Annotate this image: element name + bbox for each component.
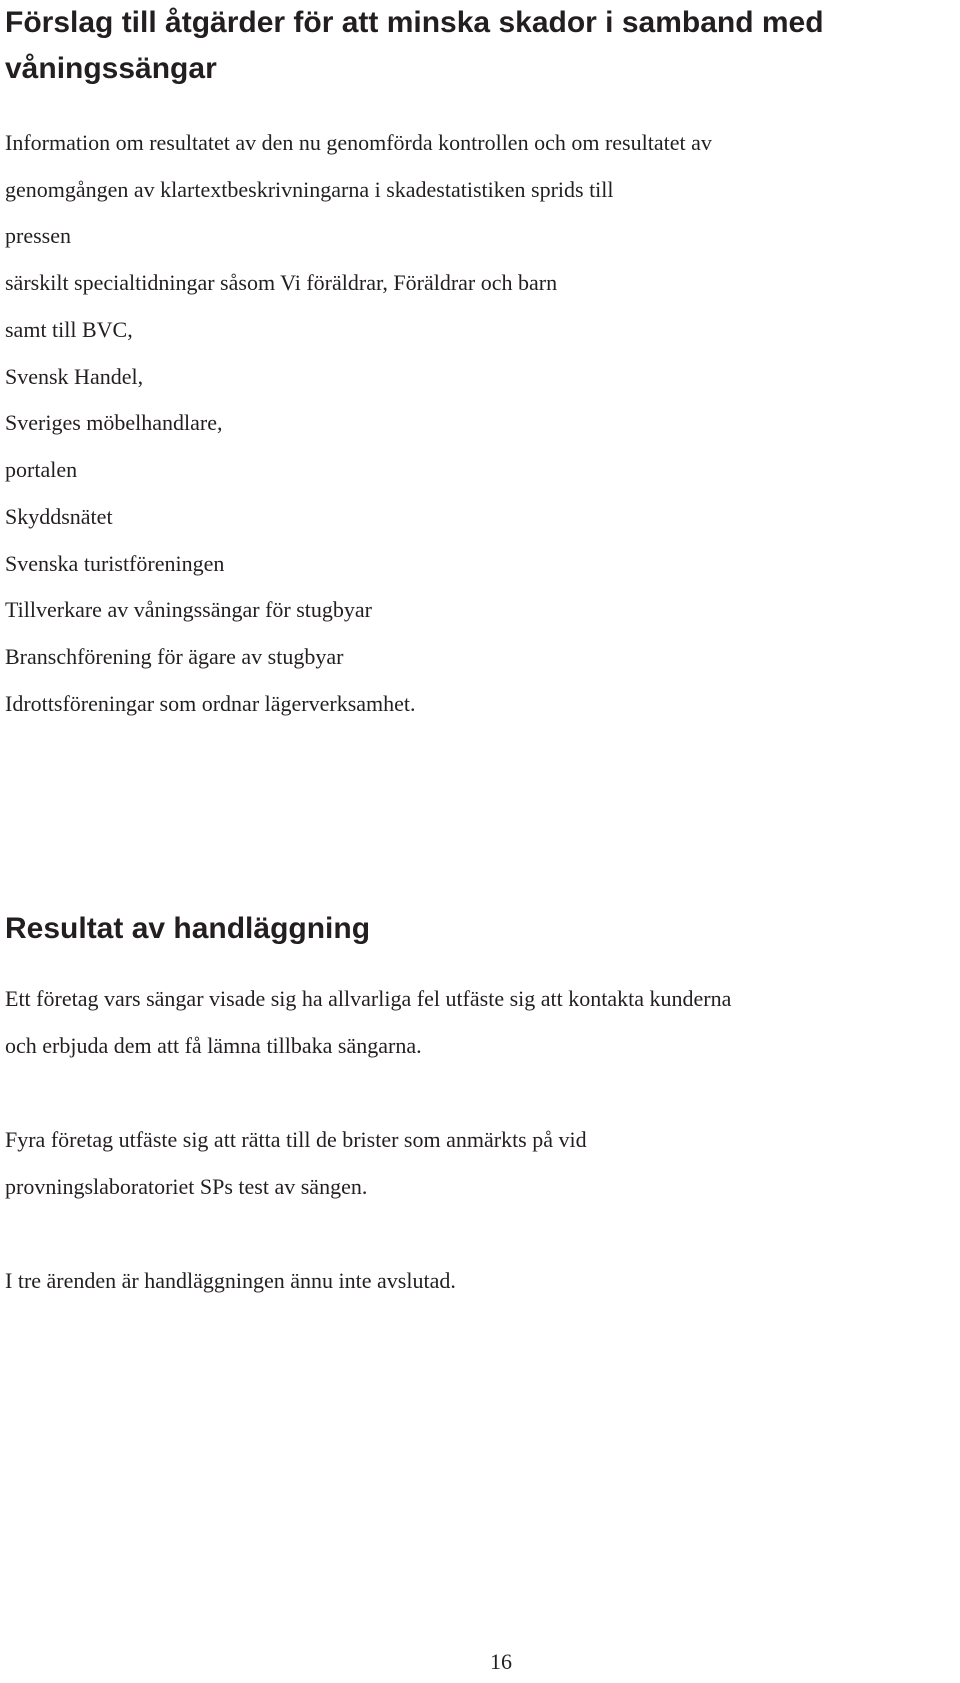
paragraph-line: provningslaboratoriet SPs test av sängen.	[5, 1174, 368, 1199]
section-heading-atgarder: Förslag till åtgärder för att minska skador i samband med våningssängar	[5, 6, 824, 85]
list-item: samt till BVC,	[5, 317, 133, 342]
paragraph-line: I tre ärenden är handläggningen ännu inte avslutad.	[5, 1268, 456, 1293]
list-item: Sveriges möbelhandlare,	[5, 410, 223, 435]
list-item: Idrottsföreningar som ordnar lägerverksamhet.	[5, 691, 416, 716]
list-item: Skyddsnätet	[5, 504, 113, 529]
list-item: Branschförening för ägare av stugbyar	[5, 644, 344, 669]
paragraph-line: och erbjuda dem att få lämna tillbaka sängarna.	[5, 1033, 422, 1058]
paragraph-line: genomgången av klartextbeskrivningarna i skadestatistiken sprids till	[5, 177, 614, 202]
list-item: särskilt specialtidningar såsom Vi föräldrar, Föräldrar och barn	[5, 270, 558, 295]
list-item: Svenska turistföreningen	[5, 551, 225, 576]
section-heading-resultat: Resultat av handläggning	[5, 912, 371, 945]
paragraph-line: pressen	[5, 223, 71, 248]
list-item: Tillverkare av våningssängar för stugbyar	[5, 597, 372, 622]
paragraph-line: Fyra företag utfäste sig att rätta till de brister som anmärkts på vid	[5, 1127, 587, 1152]
paragraph-line: Information om resultatet av den nu genomförda kontrollen och om resultatet av	[5, 130, 712, 155]
list-item: Svensk Handel,	[5, 364, 144, 389]
page-number: 16	[490, 1649, 512, 1674]
list-item: portalen	[5, 457, 78, 482]
paragraph-line: Ett företag vars sängar visade sig ha allvarliga fel utfäste sig att kontakta kunderna	[5, 986, 732, 1011]
